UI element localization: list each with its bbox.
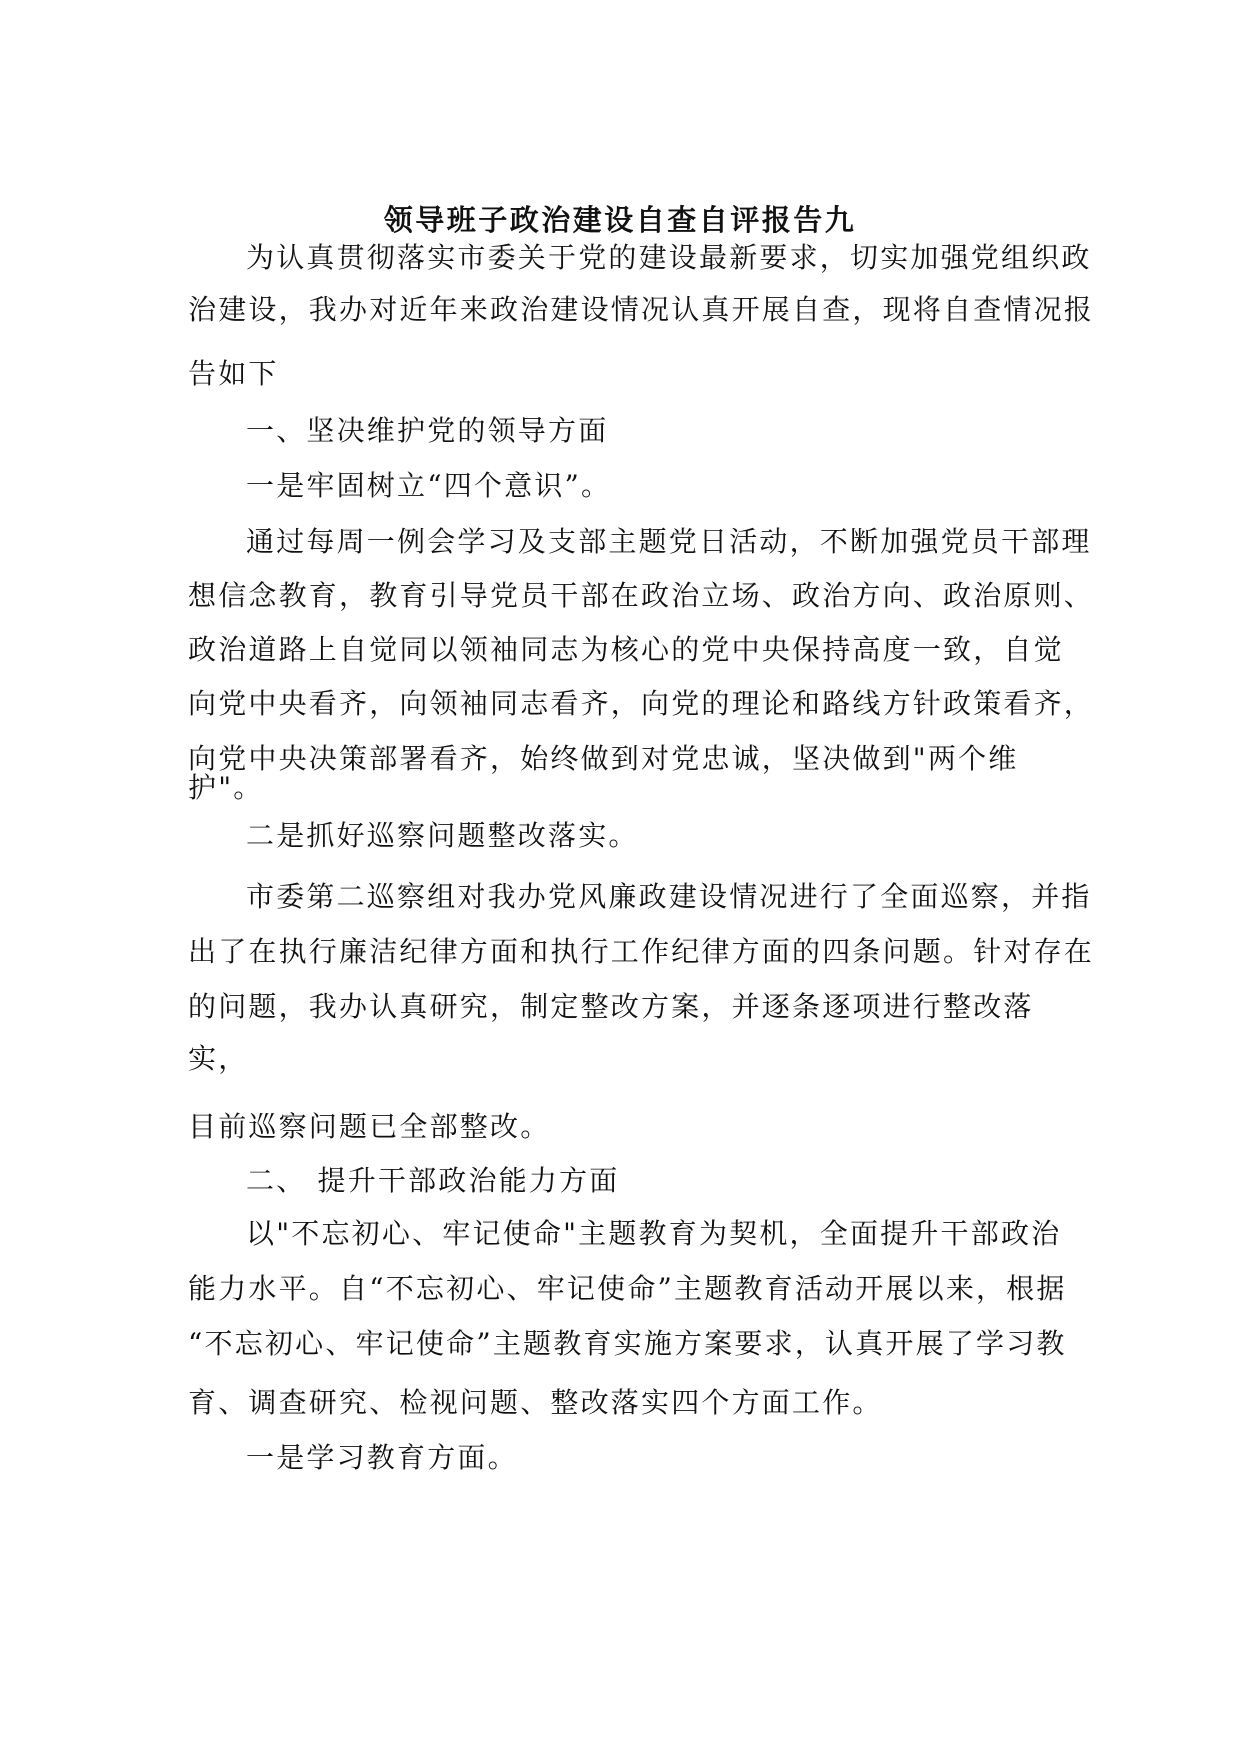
paragraph-line: 政治道路上自觉同以领袖同志为核心的党中央保持高度一致，自觉 <box>188 633 1064 666</box>
section-heading: 二、 提升干部政治能力方面 <box>246 1164 620 1197</box>
paragraph-line: 的问题，我办认真研究，制定整改方案，并逐条逐项进行整改落 <box>188 990 1034 1023</box>
paragraph-line: 向党中央看齐，向领袖同志看齐，向党的理论和路线方针政策看齐， <box>188 687 1095 720</box>
paragraph-line: 治建设，我办对近年来政治建设情况认真开展自查，现将自查情况报 <box>188 293 1095 326</box>
paragraph-line: 向党中央决策部署看齐，始终做到对党忠诚，坚决做到"两个维 <box>188 742 1019 775</box>
paragraph-line: “不忘初心、牢记使命”主题教育实施方案要求，认真开展了学习教 <box>188 1327 1067 1360</box>
paragraph-line: 出了在执行廉洁纪律方面和执行工作纪律方面的四条问题。针对存在 <box>188 935 1095 968</box>
paragraph-line: 实， <box>188 1042 249 1075</box>
paragraph-line: 想信念教育，教育引导党员干部在政治立场、政治方向、政治原则、 <box>188 579 1095 612</box>
section-heading: 一、坚决维护党的领导方面 <box>246 414 609 447</box>
paragraph-line: 护"。 <box>188 771 264 804</box>
paragraph-line: 通过每周一例会学习及支部主题党日活动，不断加强党员干部理 <box>246 525 1092 558</box>
paragraph-line: 市委第二巡察组对我办党风廉政建设情况进行了全面巡察，并指 <box>246 880 1092 913</box>
paragraph-line: 以"不忘初心、牢记使命"主题教育为契机，全面提升干部政治 <box>246 1217 1062 1250</box>
paragraph-line: 告如下 <box>188 357 279 390</box>
subsection-heading: 一是学习教育方面。 <box>246 1441 518 1474</box>
subsection-heading: 二是抓好巡察问题整改落实。 <box>246 819 639 852</box>
document-title: 领导班子政治建设自查自评报告九 <box>383 203 857 237</box>
paragraph-line: 目前巡察问题已全部整改。 <box>188 1110 551 1143</box>
paragraph-line: 为认真贯彻落实市委关于党的建设最新要求，切实加强党组织政 <box>246 241 1092 274</box>
subsection-heading: 一是牢固树立“四个意识”。 <box>246 469 612 502</box>
paragraph-line: 育、调查研究、检视问题、整改落实四个方面工作。 <box>188 1386 883 1419</box>
paragraph-line: 能力水平。自“不忘初心、牢记使命”主题教育活动开展以来，根据 <box>188 1272 1067 1305</box>
